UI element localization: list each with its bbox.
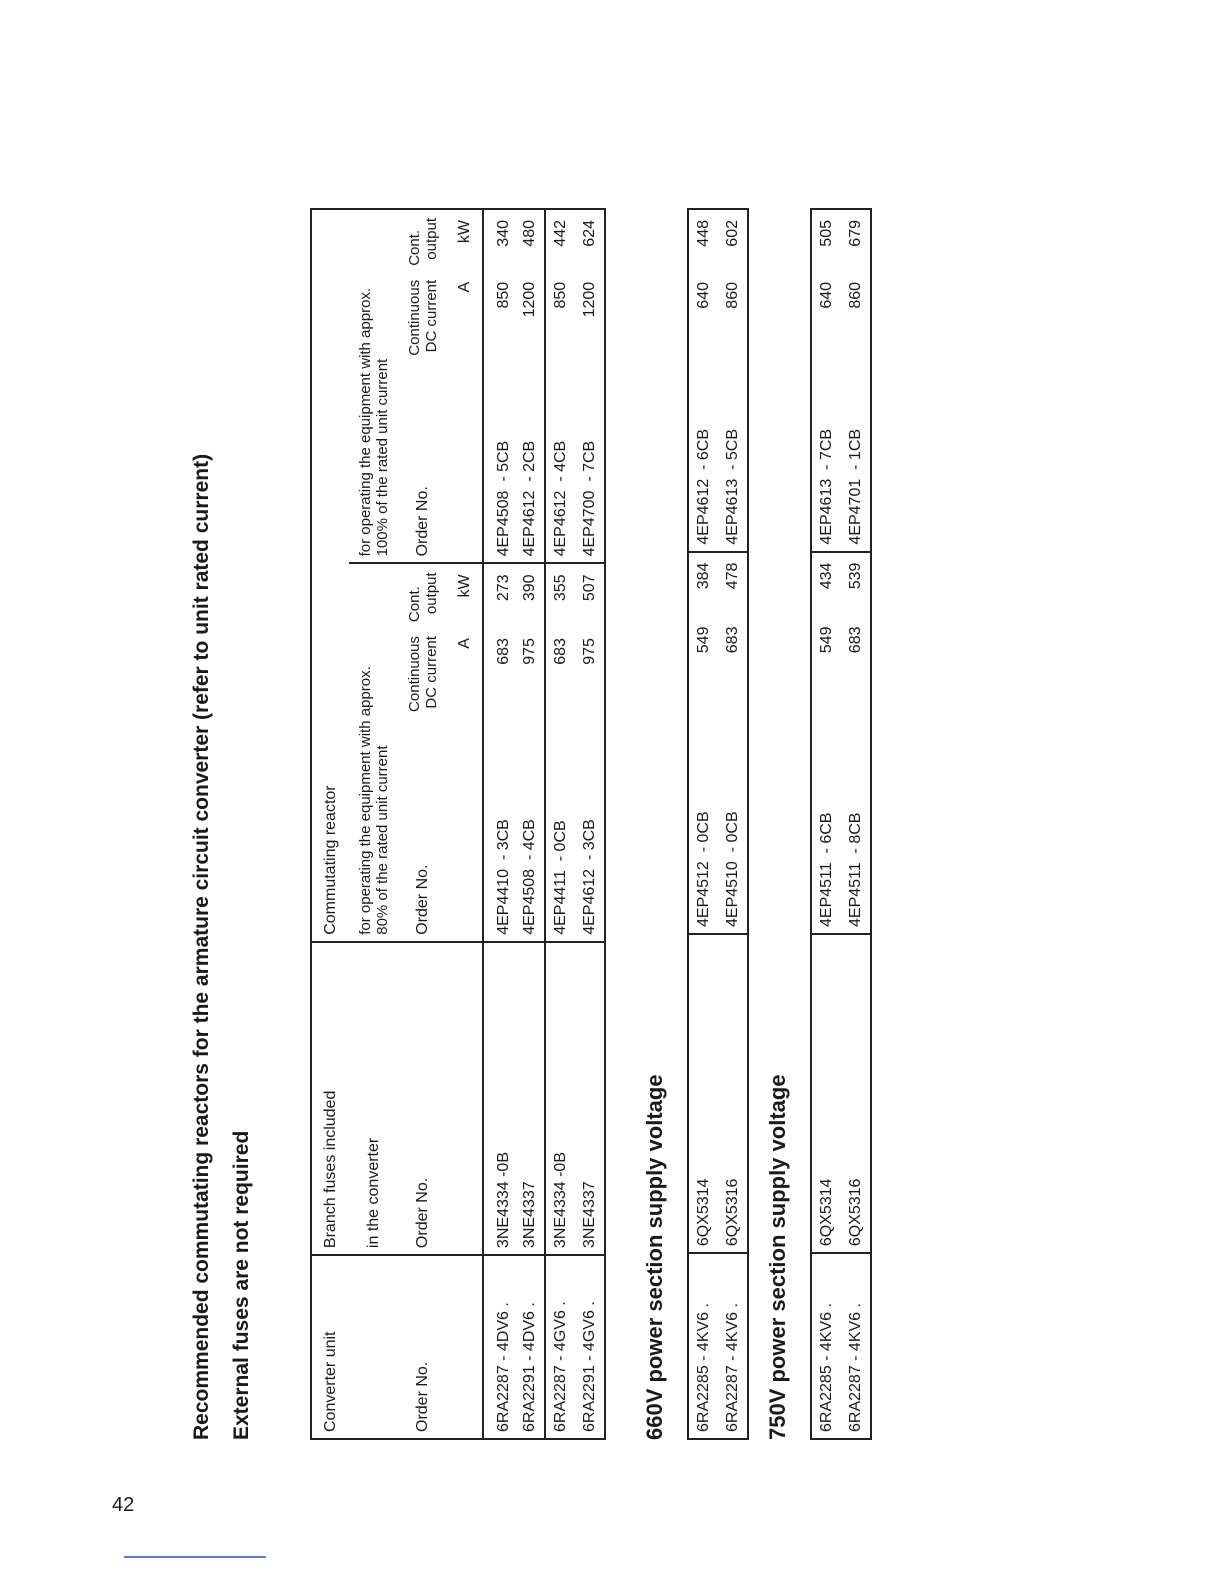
header-row-2	[349, 209, 399, 1439]
unit-a-100: A	[447, 272, 483, 362]
header-cont-out-100: Cont. output	[399, 209, 447, 272]
page-number: 42	[112, 1494, 135, 1516]
header-commutating-reactor: Commutating reactor	[311, 209, 349, 942]
table-row: 6RA2291 - 4DV6 . 3NE4337 4EP4508 - 4CB 975 390 4EP4612 - 2CB 1200 480	[515, 209, 545, 1439]
unit-kw-100: kW	[447, 209, 483, 272]
table-row: 6RA2287 - 4KV6 . 6QX5316 4EP4511 - 8CB 683 539 4EP4701 - 1CB 860 679	[841, 209, 871, 1439]
header-order-no-fuse: Order No.	[399, 942, 447, 1255]
header-cont-dc-100: Continuous DC current	[406, 279, 440, 356]
header-op100	[349, 209, 399, 563]
rotated-content	[190, 190, 900, 1440]
header-in-converter: in the converter	[349, 942, 399, 1255]
header-op80	[349, 563, 399, 941]
table-row: 6RA2287 - 4KV6 . 6QX5316 4EP4510 - 0CB 683 478 4EP4613 - 5CB 860 602	[718, 209, 748, 1439]
header-order-no-unit: Order No.	[399, 1255, 447, 1439]
header-op80-line1: for operating the equipment with approx.	[357, 666, 374, 935]
table-row: 6RA2287 - 4DV6 . 3NE4334 -0B 4EP4410 - 3CB 683 273 4EP4508 - 5CB 850 340	[483, 209, 515, 1439]
table-660v	[687, 208, 749, 1440]
header-order-no-r80: Order No.	[399, 726, 447, 942]
header-op80-line2: 80% of the rated unit current	[374, 745, 391, 935]
section-title-660v: 660V power section supply voltage	[642, 1074, 667, 1440]
header-op100-line2: 100% of the rated unit current	[374, 358, 391, 557]
header-cont-dc-80: Continuous DC current	[406, 636, 440, 712]
header-row-1	[311, 209, 349, 1439]
table-row: 6RA2287 - 4GV6 . 3NE4334 -0B 4EP4411 - 0CB 683 355 4EP4612 - 4CB 850 442	[545, 209, 575, 1439]
unit-kw-80: kW	[447, 563, 483, 628]
header-branch-fuses: Branch fuses included	[311, 942, 349, 1255]
header-cont-out-80: Cont. output	[406, 572, 440, 623]
table-row: 6RA2291 - 4GV6 . 3NE4337 4EP4612 - 3CB 975 507 4EP4700 - 7CB 1200 624	[575, 209, 605, 1439]
table-750v	[810, 208, 872, 1440]
header-converter-unit: Converter unit	[311, 1255, 349, 1439]
header-row-units	[447, 209, 483, 1439]
unit-a-80: A	[447, 628, 483, 726]
header-op100-line1: for operating the equipment with approx.	[357, 287, 374, 557]
page-title: Recommended commutating reactors for the armature circuit converter (refer to unit rated current)	[190, 453, 213, 1440]
table-row: 6RA2285 - 4KV6 . 6QX5314 4EP4512 - 0CB 549 384 4EP4612 - 6CB 640 448	[688, 209, 718, 1439]
table-row: 6RA2285 - 4KV6 . 6QX5314 4EP4511 - 6CB 549 434 4EP4613 - 7CB 640 505	[811, 209, 841, 1439]
section-title-750v: 750V power section supply voltage	[765, 1074, 790, 1440]
header-order-no-r100: Order No.	[399, 362, 447, 564]
reactor-table	[310, 208, 606, 1440]
page-subtitle: External fuses are not required	[230, 1130, 253, 1440]
header-row-3	[399, 209, 447, 1439]
footer-rule	[124, 1556, 266, 1558]
